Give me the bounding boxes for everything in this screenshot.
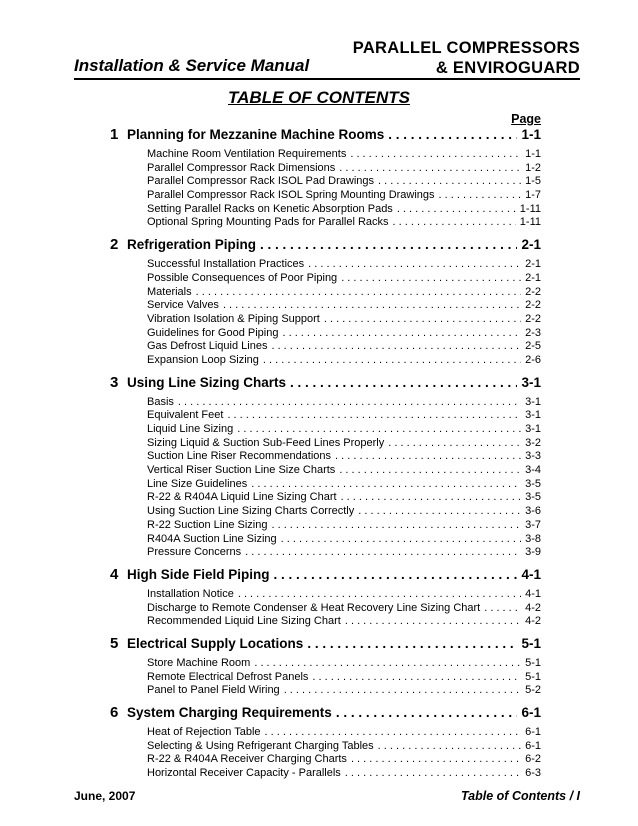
entry-page: 5-1 (525, 656, 541, 669)
toc-section-heading[interactable] (110, 372, 541, 394)
toc-entry[interactable] (147, 272, 541, 286)
toc-entry[interactable] (147, 175, 541, 189)
section-number: 1 (110, 126, 119, 143)
section-number: 5 (110, 634, 119, 652)
dot-leader (341, 272, 521, 286)
toc-section (110, 564, 541, 629)
toc-entry-list (110, 657, 541, 698)
entry-page: 3-8 (525, 532, 541, 545)
toc-entry[interactable] (147, 189, 541, 203)
entry-page: 6-2 (525, 753, 541, 766)
toc-entry[interactable] (147, 148, 541, 162)
dot-leader (281, 533, 521, 547)
entry-page: 3-3 (525, 450, 541, 463)
entry-page: 6-1 (525, 726, 541, 738)
toc-entry[interactable] (147, 602, 541, 616)
dot-leader (358, 505, 521, 519)
dot-leader (196, 286, 521, 300)
toc-entry[interactable] (147, 519, 541, 533)
toc-entry[interactable] (147, 396, 541, 410)
toc-section (110, 372, 541, 560)
toc-entry[interactable] (147, 327, 541, 341)
entry-page: 2-2 (525, 312, 541, 325)
entry-page: 2-1 (525, 271, 541, 284)
entry-title: Vibration Isolation & Piping Support (147, 312, 320, 325)
section-title: Electrical Supply Locations (127, 635, 304, 651)
dot-leader (237, 423, 521, 437)
dot-leader (335, 450, 521, 464)
toc-entry-list (110, 148, 541, 230)
dot-leader (345, 767, 521, 781)
toc-entry[interactable] (147, 478, 541, 492)
dot-leader (254, 657, 521, 671)
toc-entry[interactable] (147, 657, 541, 671)
header-title-line2: & ENVIROGUARD (435, 59, 580, 77)
entry-page: 3-9 (525, 546, 541, 559)
dot-leader (307, 633, 517, 655)
entry-page: 2-5 (525, 340, 541, 353)
toc-section (110, 702, 541, 781)
section-title: System Charging Requirements (127, 705, 332, 720)
toc-entry[interactable] (147, 505, 541, 519)
entry-title: Gas Defrost Liquid Lines (147, 340, 268, 353)
entry-page: 1-1 (525, 148, 541, 160)
dot-leader (260, 234, 517, 256)
entry-title: Discharge to Remote Condenser & Heat Recovery Line Sizing Chart (147, 601, 481, 614)
dot-leader (271, 519, 521, 533)
section-title: High Side Field Piping (127, 566, 270, 582)
section-page: 5-1 (521, 635, 541, 651)
toc-entry[interactable] (147, 726, 541, 740)
entry-title: Parallel Compressor Rack ISOL Spring Mounting Drawings (147, 189, 435, 202)
toc-entry[interactable] (147, 588, 541, 602)
toc-entry[interactable] (147, 354, 541, 368)
header-divider (74, 78, 580, 80)
dot-leader (265, 726, 522, 740)
dot-leader (439, 189, 522, 203)
entry-title: Vertical Riser Suction Line Size Charts (147, 464, 336, 477)
section-page: 6-1 (521, 705, 541, 720)
entry-title: Panel to Panel Field Wiring (147, 684, 280, 697)
dot-leader (251, 478, 521, 492)
entry-title: Service Valves (147, 299, 219, 312)
toc-entry[interactable] (147, 464, 541, 478)
entry-title: Pressure Concerns (147, 546, 242, 559)
dot-leader (271, 340, 521, 354)
entry-title: R-22 & R404A Liquid Line Sizing Chart (147, 491, 337, 504)
entry-page: 3-7 (525, 518, 541, 531)
toc-entry[interactable] (147, 491, 541, 505)
dot-leader (312, 671, 521, 685)
document-header-title (353, 38, 580, 78)
entry-title: R-22 & R404A Receiver Charging Charts (147, 753, 347, 766)
entry-page: 3-1 (525, 409, 541, 422)
section-page: 2-1 (521, 237, 541, 253)
entry-title: Parallel Compressor Rack ISOL Pad Drawings (147, 175, 375, 188)
entry-title: Equivalent Feet (147, 409, 224, 422)
entry-page: 3-5 (525, 491, 541, 504)
toc-section-heading[interactable] (110, 564, 541, 586)
toc-entry[interactable] (147, 313, 541, 327)
footer-page-ref: Table of Contents / I (461, 789, 580, 803)
dot-leader (484, 602, 521, 616)
entry-page: 3-2 (525, 436, 541, 449)
entry-title: Heat of Rejection Table (147, 726, 261, 738)
dot-leader (324, 313, 521, 327)
section-number: 3 (110, 373, 119, 391)
dot-leader (339, 464, 521, 478)
section-title: Refrigeration Piping (127, 237, 257, 253)
page-column-label: Page (511, 112, 541, 126)
section-page: 3-1 (521, 374, 541, 390)
entry-title: Guidelines for Good Piping (147, 326, 279, 339)
manual-title: Installation & Service Manual (74, 56, 310, 75)
entry-title: Line Size Guidelines (147, 477, 248, 490)
entry-page: 4-2 (525, 601, 541, 614)
entry-title: Machine Room Ventilation Requirements (147, 148, 347, 160)
toc-entry[interactable] (147, 740, 541, 754)
section-number: 2 (110, 236, 119, 254)
entry-title: Sizing Liquid & Suction Sub-Feed Lines Properly (147, 436, 385, 449)
entry-page: 6-1 (525, 739, 541, 752)
toc-entry-list (110, 396, 541, 560)
entry-title: R-22 Suction Line Sizing (147, 518, 268, 531)
toc-heading: TABLE OF CONTENTS (228, 88, 410, 107)
toc-entry[interactable] (147, 286, 541, 300)
footer-date: June, 2007 (74, 789, 136, 803)
entry-title: Using Suction Line Sizing Charts Correctly (147, 505, 355, 518)
entry-page: 3-1 (525, 423, 541, 435)
dot-leader (178, 396, 521, 410)
dot-leader (227, 409, 521, 423)
toc-entry[interactable] (147, 162, 541, 176)
dot-leader (274, 564, 518, 586)
entry-page: 4-1 (525, 587, 541, 600)
entry-title: Materials (147, 285, 192, 298)
entry-title: Optional Spring Mounting Pads for Parallel Racks (147, 216, 389, 229)
dot-leader (393, 216, 516, 230)
dot-leader (282, 327, 521, 341)
entry-page: 1-7 (525, 189, 541, 202)
entry-title: Installation Notice (147, 587, 234, 600)
entry-title: Basis (147, 395, 174, 408)
entry-page: 6-3 (525, 767, 541, 780)
entry-title: Setting Parallel Racks on Kenetic Absorption Pads (147, 202, 393, 215)
section-page: 4-1 (521, 566, 541, 582)
section-title: Using Line Sizing Charts (127, 374, 287, 390)
toc-section (110, 633, 541, 698)
entry-title: Parallel Compressor Rack Dimensions (147, 161, 336, 174)
entry-page: 5-2 (525, 684, 541, 697)
entry-page: 2-6 (525, 353, 541, 366)
entry-title: Recommended Liquid Line Sizing Chart (147, 615, 341, 628)
section-number: 4 (110, 565, 119, 583)
dot-leader (284, 684, 521, 698)
entry-title: Selecting & Using Refrigerant Charging Tables (147, 739, 374, 752)
toc-section-heading[interactable] (110, 633, 541, 655)
toc-section (110, 234, 541, 368)
entry-page: 4-2 (525, 615, 541, 628)
toc-entry[interactable] (147, 753, 541, 767)
entry-title: Expansion Loop Sizing (147, 353, 259, 366)
dot-leader (263, 354, 521, 368)
entry-title: R404A Suction Line Sizing (147, 532, 277, 545)
entry-page: 1-11 (519, 216, 541, 229)
toc-section-heading[interactable] (110, 234, 541, 256)
toc-entry[interactable] (147, 203, 541, 217)
toc-entry[interactable] (147, 409, 541, 423)
dot-leader (350, 148, 521, 162)
toc-entry[interactable] (147, 533, 541, 547)
dot-leader (351, 753, 521, 767)
toc-entry-list (110, 588, 541, 629)
toc-entry[interactable] (147, 615, 541, 629)
entry-title: Remote Electrical Defrost Panels (147, 670, 309, 683)
toc-entry[interactable] (147, 767, 541, 781)
toc-section-heading[interactable] (110, 702, 541, 724)
toc-entry[interactable] (147, 684, 541, 698)
dot-leader (290, 372, 517, 394)
entry-page: 3-5 (525, 477, 541, 490)
entry-page: 3-4 (525, 464, 541, 477)
dot-leader (223, 299, 521, 313)
dot-leader (238, 588, 521, 602)
entry-title: Store Machine Room (147, 656, 251, 669)
entry-title: Successful Installation Practices (147, 258, 305, 271)
dot-leader (378, 175, 521, 189)
entry-page: 2-3 (525, 326, 541, 339)
toc-entry[interactable] (147, 299, 541, 313)
toc-section (110, 124, 541, 230)
entry-page: 1-5 (525, 175, 541, 188)
entry-title: Possible Consequences of Poor Piping (147, 271, 338, 284)
dot-leader (388, 437, 521, 451)
entry-page: 2-1 (525, 258, 541, 271)
dot-leader (388, 124, 517, 146)
section-title: Planning for Mezzanine Machine Rooms (127, 127, 385, 142)
dot-leader (345, 615, 521, 629)
dot-leader (397, 203, 516, 217)
toc-section-heading[interactable] (110, 124, 541, 146)
entry-title: Horizontal Receiver Capacity - Parallels (147, 767, 341, 780)
toc-entry-list (110, 258, 541, 368)
entry-page: 1-2 (525, 161, 541, 174)
header-title-line1: PARALLEL COMPRESSORS (352, 39, 580, 57)
entry-title: Liquid Line Sizing (147, 423, 234, 435)
dot-leader (245, 546, 521, 560)
entry-page: 2-2 (525, 285, 541, 298)
dot-leader (341, 491, 522, 505)
entry-page: 1-11 (519, 202, 541, 215)
toc-entry[interactable] (147, 258, 541, 272)
entry-page: 5-1 (525, 670, 541, 683)
toc-entry[interactable] (147, 423, 541, 437)
entry-page: 3-1 (525, 395, 541, 408)
dot-leader (339, 162, 521, 176)
toc-entry[interactable] (147, 546, 541, 560)
toc-list (110, 124, 541, 785)
toc-entry[interactable] (147, 450, 541, 464)
section-number: 6 (110, 704, 119, 721)
dot-leader (378, 740, 521, 754)
toc-entry[interactable] (147, 216, 541, 230)
entry-title: Suction Line Riser Recommendations (147, 450, 332, 463)
toc-entry[interactable] (147, 437, 541, 451)
toc-entry[interactable] (147, 671, 541, 685)
toc-entry-list (110, 726, 541, 781)
dot-leader (308, 258, 521, 272)
entry-page: 2-2 (525, 299, 541, 312)
toc-entry[interactable] (147, 340, 541, 354)
entry-page: 3-6 (525, 505, 541, 518)
section-page: 1-1 (521, 127, 541, 142)
dot-leader (336, 702, 518, 724)
